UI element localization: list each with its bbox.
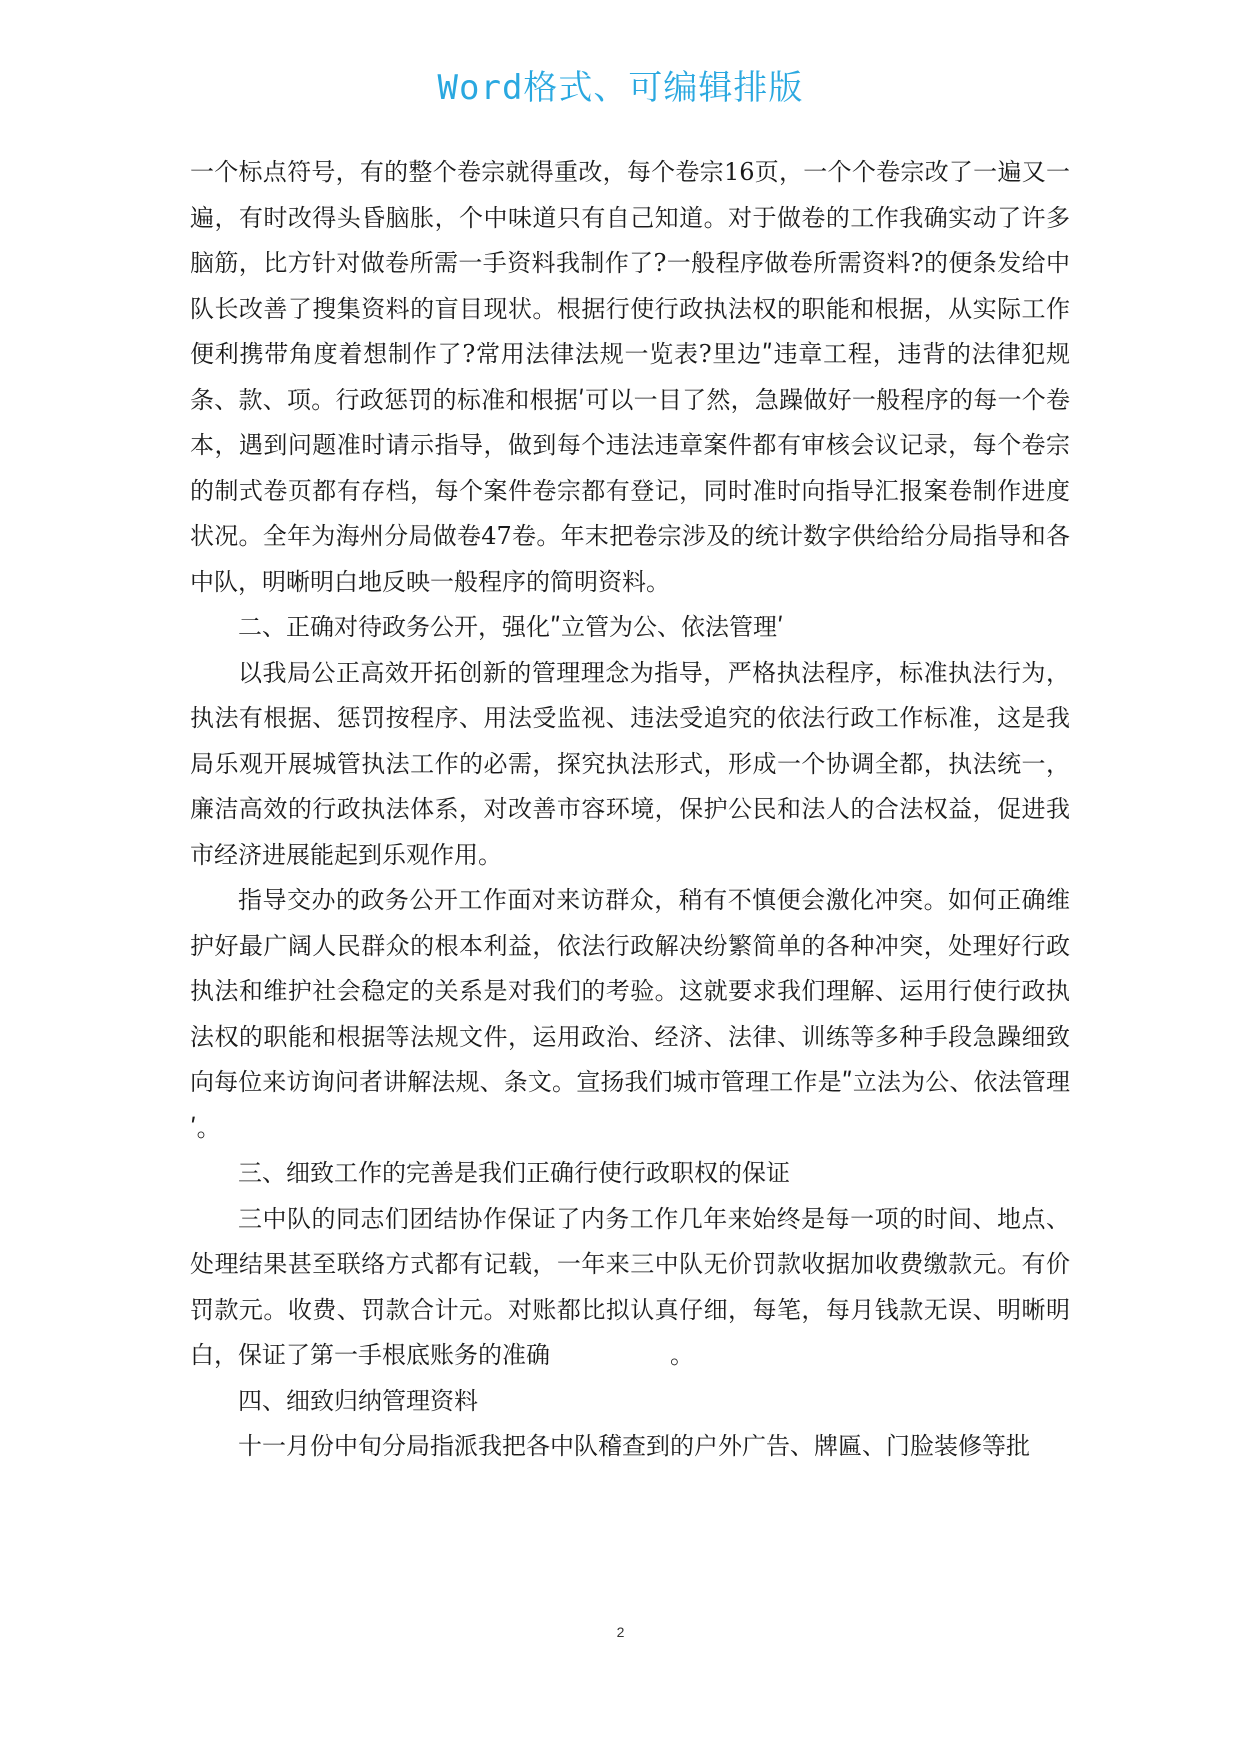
document-body: [190, 150, 1070, 1470]
paragraph-continuation: 一个标点符号，有的整个卷宗就得重改，每个卷宗16页，一个个卷宗改了一遍又一遍，有时改得头昏脑胀，个中味道只有自己知道。对于做卷的工作我确实动了许多脑筋，比方针对做卷所需一手资料我制作了?一般程序做卷所需资料?的便条发给中队长改善了搜集资料的盲目现状。根据行使行政执法权的职能和根据，从实际工作便利携带角度着想制作了?常用法律法规一览表?里边ʺ违章工程，违背的法律犯规条、款、项。行政惩罚的标准和根据ʹ可以一目了然，急躁做好一般程序的每一个卷本，遇到问题准时请示指导，做到每个违法违章案件都有审核会议记录，每个卷宗的制式卷页都有存档，每个案件卷宗都有登记，同时准时向指导汇报案卷制作进度状况。全年为海州分局做卷47卷。年末把卷宗涉及的统计数字供给给分局指导和各中队，明晰明白地反映一般程序的简明资料。: [190, 158, 1070, 596]
paragraph-accounts-text: 三中队的同志们团结协作保证了内务工作几年来始终是每一项的时间、地点、处理结果甚至联络方式都有记载，一年来三中队无价罚款收据加收费缴款元。有价罚款元。收费、罚款合计元。对账都比拟认真仔细，每笔，每月钱款无误、明晰明白，保证了第一手根底账务的准确: [190, 1204, 1070, 1369]
paragraph-accounts: [190, 1197, 1070, 1379]
document-header-title: Word格式、可编辑排版: [437, 68, 804, 108]
section-heading-2: 二、正确对待政务公开，强化ʺ立管为公、依法管理ʹ: [238, 613, 784, 641]
section-heading-3: 三、细致工作的完善是我们正确行使行政职权的保证: [238, 1159, 790, 1187]
paragraph-policy: 以我局公正高效开拓创新的管理理念为指导，严格执法程序，标准执法行为，执法有根据、惩罚按程序、用法受监视、违法受追究的依法行政工作标准，这是我局乐观开展城管执法工作的必需，探究执法形式，形成一个协调全都，执法统一，廉洁高效的行政执法体系，对改善市容环境，保护公民和法人的合法权益，促进我市经济进展能起到乐观作用。: [190, 658, 1070, 869]
paragraph-public-affairs: 指导交办的政务公开工作面对来访群众，稍有不慎便会激化冲突。如何正确维护好最广阔人民群众的根本利益，依法行政解决纷繁简单的各种冲突，处理好行政执法和维护社会稳定的关系是对我们的考验。这就要求我们理解、运用行使行政执法权的职能和根据等法规文件，运用政治、经济、法律、训练等多种手段急躁细致向每位来访询问者讲解法规、条文。宣扬我们城市管理工作是ʺ立法为公、依法管理ʹ。: [190, 886, 1070, 1142]
paragraph-materials: 十一月份中旬分局指派我把各中队稽查到的户外广告、牌匾、门脸装修等批: [238, 1432, 1030, 1460]
section-heading-4: 四、细致归纳管理资料: [238, 1386, 478, 1415]
paragraph-accounts-end: 。: [670, 1341, 694, 1369]
page-number: 2: [616, 1624, 625, 1640]
